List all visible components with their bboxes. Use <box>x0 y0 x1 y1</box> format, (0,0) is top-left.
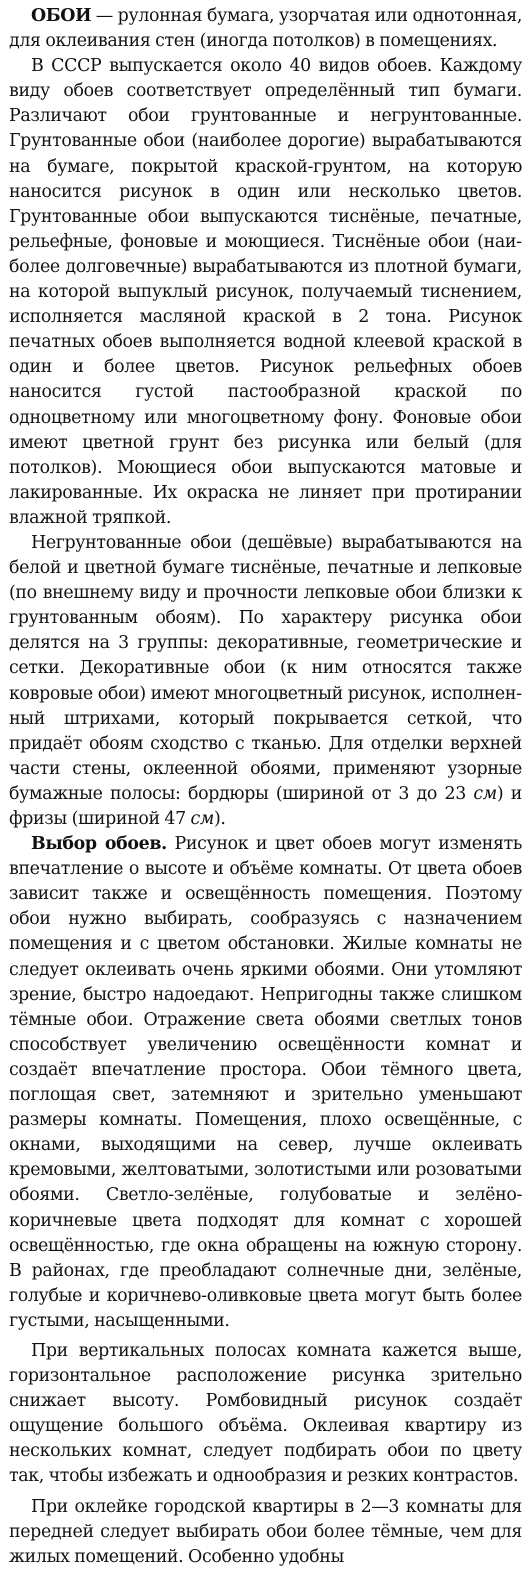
paragraph-text: ). <box>213 809 226 829</box>
paragraph-text: При вертикальных полосах комната кажется выше, горизонтальное расположение рисунка зрительно снижает высоту. Ромбовидный рисунок создаёт ощущение большого объёма. Оклеивая квартиру из нескольких комнат, следует подбирать обои по цвету так, чтобы избежать и однообразия и резких контрастов. <box>9 1340 522 1487</box>
paragraph-text: Рисунок и цвет обоев могут изменять впечатление о высоте и объёме комнаты. От цвета обоев зависит также и освещённость помещения. Поэтому обои нужно выбирать, сообразуясь с назначением помещения и с цветом обстановки. Жилые комнаты не следует оклеивать очень яркими обоями. Они утомляют зрение, быстро надоедают. Непригодны также слишком тёмные обои. Отражение света обоями светлых тонов способствует увеличению освещённости комнат и создаёт впечатление простора. Обои тёмного цвета, поглощая свет, затемняют и зрительно уменьшают размеры комнаты. Помещения, плохо освещённые, с окнами, выходящими на север, лучше оклеивать кремовыми, желтоватыми, золотистыми или розоватыми обоями. Светло-зелёные, голубоватые и зелёно-коричневые цвета подходят для комнат с хорошей освещённостью, где окна обращены на южную сторону. В районах, где преобладают солнечные дни, зелёные, голубые и коричнево-оливковые цвета могут быть более густыми, насыщенными. <box>9 834 522 1331</box>
section-heading: Выбор обоев. <box>31 834 167 855</box>
unit-cm: см <box>190 809 214 829</box>
paragraph-patterns <box>9 1339 522 1490</box>
paragraph-text: При оклейке городской квартиры в 2—3 комнаты для передней следует выбирать обои более тёмные, чем для жилых помещений. Особенно удобны <box>9 1496 522 1567</box>
paragraph-text: Негрунтованные обои (дешёвые) вырабатываются на белой и цветной бумаге тиснёные, печатные и лепковые (по внешнему виду и прочности лепковые обои близки к грунтованным обоям). По характеру рисунка обои делятся на 3 группы: декоративные, геометрические и сетки. Декоративные обои (к ним относятся также ковровые обои) имеют многоцветный рисунок, исполненный штрихами, который покрывается сеткой, что придаёт обоям сходство с тканью. Для отделки верхней части стены, оклеенной обоями, применяют узорные бумажные полосы: бордюры (шириной от 3 до 23 <box>9 532 522 804</box>
paragraph-types <box>9 54 522 531</box>
paragraph-text: ) и фризы (шириной 47 <box>9 783 522 829</box>
paragraph-definition <box>9 4 522 54</box>
paragraph-apartment <box>9 1495 522 1570</box>
paragraph-unprimed <box>9 531 522 832</box>
article-term: ОБОИ <box>31 6 92 26</box>
paragraph-text: — рулонная бумага, узорчатая или однотонная, для оклеивания стен (иногда потолков) в помещениях. <box>9 6 522 52</box>
paragraph-choice <box>9 832 522 1334</box>
unit-cm: см <box>473 783 497 804</box>
paragraph-text: В СССР выпускается около 40 видов обоев. Каждому виду обоев соответствует определённый тип бумаги. Различают обои грунтованные и негрунтованные. Грунтованные обои (наиболее дорогие) вырабатываются на бумаге, покрытой краской-грунтом, на которую наносится рисунок в один или несколько цветов. Грунтованные обои выпускаются тиснёные, печатные, рельефные, фоновые и моющиеся. Тиснёные обои (наиболее долговечные) вырабатываются из плотной бумаги, на которой выпуклый рисунок, получаемый тиснением, исполняется масляной краской в 2 тона. Рисунок печатных обоев выполняется водной клеевой краской в один и более цветов. Рисунок рельефных обоев наносится густой пастообразной краской по одноцветному или многоцветному фону. Фоновые обои имеют цветной грунт без рисунка или белый (для потолков). Моющиеся обои выпускаются матовые и лакированные. Их окраска не линяет при протирании влажной тряпкой. <box>9 56 522 528</box>
